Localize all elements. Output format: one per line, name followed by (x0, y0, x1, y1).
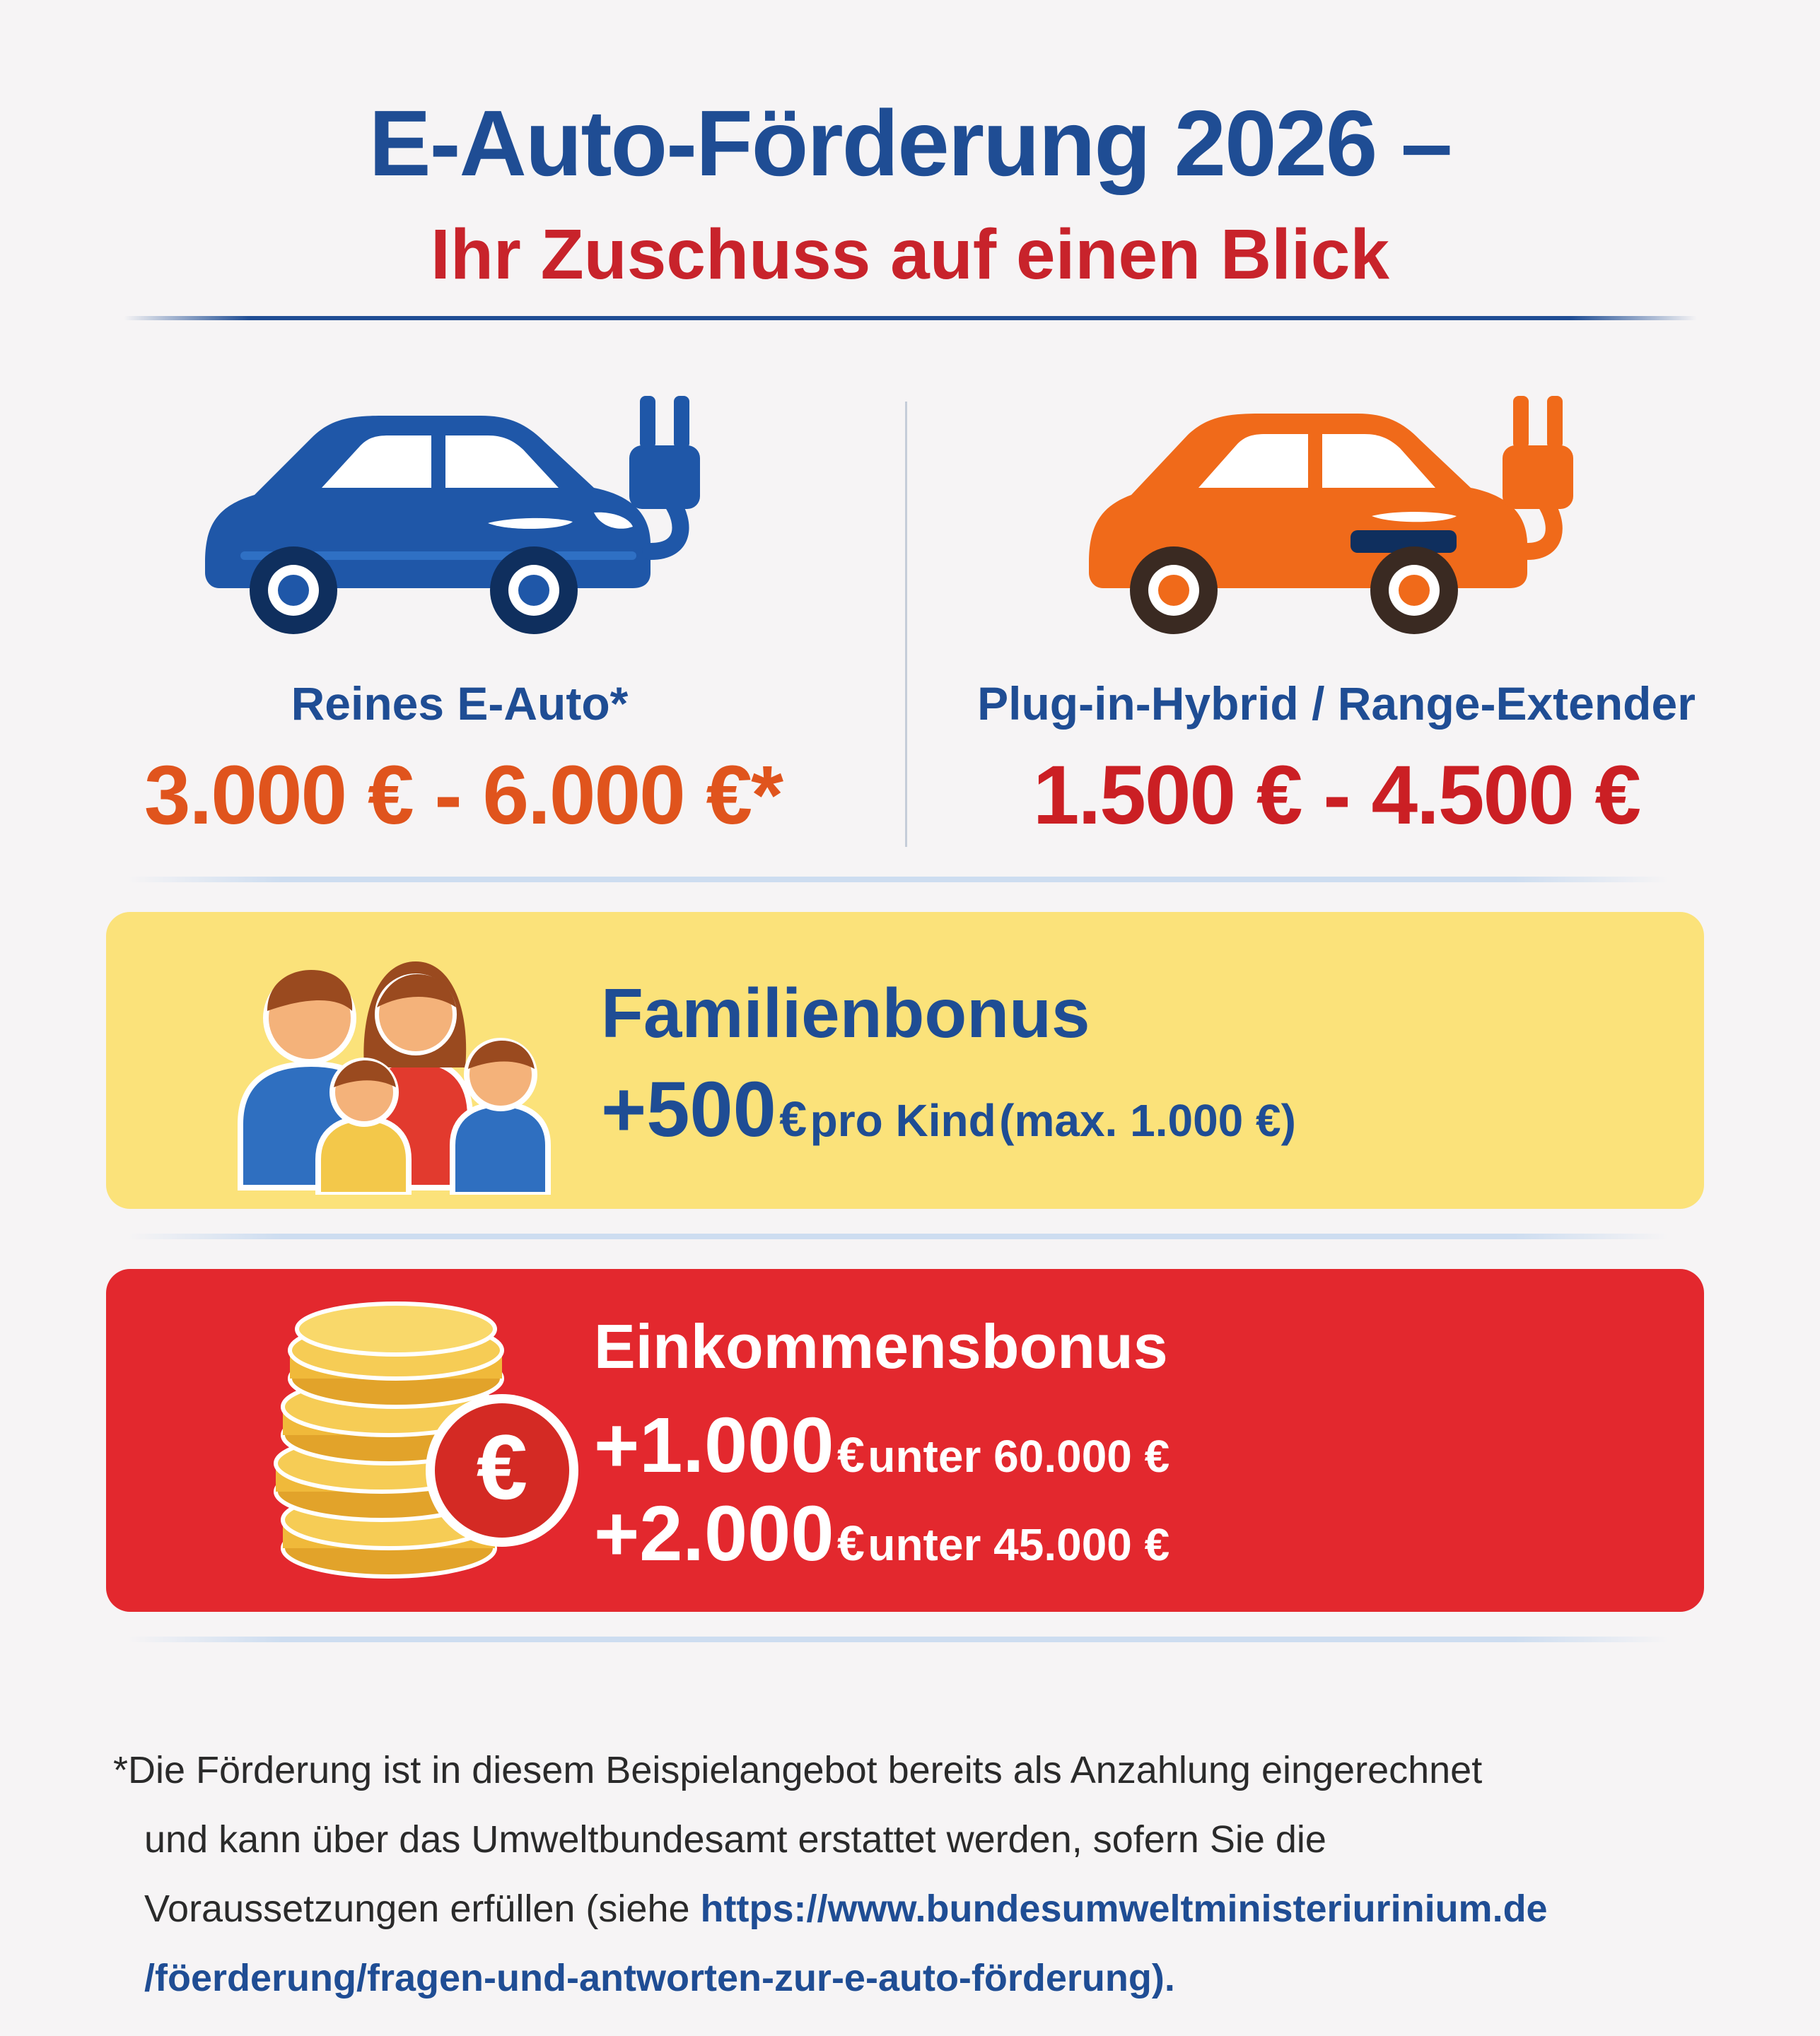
income-bonus-amount: +1.000 (594, 1402, 834, 1489)
orange-hybrid-car-icon (1046, 382, 1584, 650)
blue-electric-car-icon (177, 382, 714, 650)
income-bonus-condition: unter 60.000 € (868, 1431, 1170, 1482)
vehicle-label-phev: Plug-in-Hybrid / Range-Extender (977, 677, 1696, 730)
title-divider (124, 316, 1697, 320)
income-bonus-condition: unter 45.000 € (868, 1519, 1170, 1570)
section-divider (127, 1234, 1669, 1239)
income-bonus-row (594, 1492, 1169, 1600)
euro-coins-icon (269, 1287, 594, 1584)
family-bonus-max: (max. 1.000 €) (999, 1095, 1296, 1146)
footnote-line: *Die Förderung ist in diesem Beispielangebot bereits als Anzahlung eingerechnet (113, 1749, 1483, 1791)
footnote-link-continued[interactable]: /föerderung/fragen-und-antworten-zur-e-auto-förderung). (144, 1957, 1175, 1999)
section-divider (127, 877, 1669, 882)
price-from: 3.000 € (144, 749, 413, 842)
footnote-link[interactable]: https://www.bundesumweltministeriurinium.de (700, 1888, 1548, 1930)
price-separator: - (1323, 749, 1350, 842)
section-divider (127, 1637, 1669, 1642)
income-bonus-title: Einkommensbonus (594, 1311, 1168, 1381)
income-bonus-currency: € (836, 1427, 865, 1482)
vehicle-divider (905, 402, 907, 847)
vehicle-label-bev: Reines E-Auto* (291, 677, 629, 730)
family-bonus-title: Familienbonus (601, 974, 1090, 1052)
price-to: 6.000 €* (482, 749, 783, 842)
family-bonus-amount-line (601, 1067, 1296, 1176)
footnote (113, 1736, 1711, 2013)
price-from: 1.500 € (1032, 749, 1302, 842)
page-title: E-Auto-Förderung 2026 – (368, 91, 1452, 195)
price-separator: - (434, 749, 461, 842)
family-icon (226, 933, 594, 1195)
footnote-text: Voraussetzungen erfüllen (siehe (144, 1888, 701, 1930)
footnote-line: und kann über das Umweltbundesamt erstattet werden, sofern Sie die (144, 1818, 1326, 1861)
footnote-line (113, 1874, 1711, 1943)
family-bonus-detail: pro Kind (810, 1095, 996, 1146)
price-range-phev (919, 749, 1754, 841)
family-bonus-amount: +500 (601, 1066, 776, 1153)
price-to: 4.500 € (1371, 749, 1640, 842)
family-bonus-currency: € (779, 1092, 807, 1147)
income-bonus-currency: € (836, 1516, 865, 1571)
svg-text:€: € (476, 1415, 528, 1519)
income-bonus-amount: +2.000 (594, 1490, 834, 1577)
price-range-bev (92, 749, 834, 841)
page-subtitle: Ihr Zuschuss auf einen Blick (431, 215, 1389, 294)
